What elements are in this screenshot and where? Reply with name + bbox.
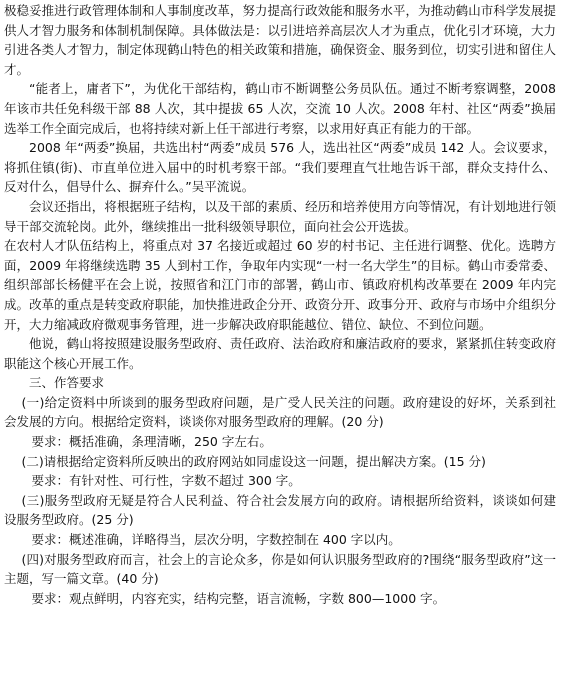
section-heading-requirements: 三、作答要求 xyxy=(29,375,105,391)
question-2: (二)请根据给定资料所反映出的政府网站如同虚设这一问题，提出解决方案。(15 分) xyxy=(21,453,486,469)
question-1: (一)给定资料中所谈到的服务型政府问题，是广受人民关注的问题。政府建设的好坏，关系到社会发展的方向。根据给定资料，谈谈你对服务型政府的理解。(20 分) xyxy=(4,394,556,430)
question-4: (四)对服务型政府而言，社会上的言论众多，你是如何认识服务型政府的?围绕“服务型政府”这一主题，写一篇文章。(40 分) xyxy=(4,551,556,587)
paragraph-rotation: 会议还指出，将根据班子结构，以及干部的素质、经历和培养使用方向等情况，有计划地进行领导干部交流轮岗。此外，继续推出一批科级领导职位，面向社会公开选拔。 xyxy=(4,198,556,234)
question-2-requirement: 要求：有针对性、可行性，字数不超过 300 字。 xyxy=(31,473,301,489)
paragraph-two-committees: 2008 年“两委”换届，共选出村“两委”成员 576 人，选出社区“两委”成员 142 人。会议要求，将抓住镇(街)、市直单位进入届中的时机考察干部。“我们要理直气壮地告诉干部，群众支持什么、反对什么，倡导什么、摒弃什么。”吴平流说。 xyxy=(4,140,556,195)
question-4-requirement: 要求：观点鲜明，内容充实，结构完整，语言流畅，字数 800—1000 字。 xyxy=(31,590,446,606)
paragraph-talent-policy: 极稳妥推进行政管理体制和人事制度改革，努力提高行政效能和服务水平，为推动鹤山市科学发展提供人才智力服务和体制机制保障。具体做法是：以引进培养高层次人才为重点，优化引才环境，大力引进各类人才智力，制定体现鹤山特色的相关政策和措施，确保资金、服务到位，切实引进和留住人才。 xyxy=(4,3,556,77)
paragraph-rural-reform: 在农村人才队伍结构上，将重点对 37 名接近或超过 60 岁的村书记、主任进行调整、优化。选聘方面，2009 年将继续选聘 35 人到村工作，争取年内实现“一村一名大学生”的目标。鹤山市委常委、组织部部长杨健平在会上说，按照省和江门市的部署，鹤山市、镇政府机构改革要在 2009 年内完成。改革的重点是转变政府职能，加快推进政企分开、政资分开、政事分开、政府与市场中介组织分开，大力缩减政府微观事务管理，进一步解决政府职能越位、错位、缺位、不到位问题。 xyxy=(4,238,556,332)
paragraph-cadre-adjustment: “能者上，庸者下”，为优化干部结构，鹤山市不断调整公务员队伍。通过不断考察调整，2008 年该市共任免科级干部 88 人次，其中提拔 65 人次，交流 10 人次。2008 年村、社区“两委”换届选举工作全面完成后，也将持续对新上任干部进行考察，以求用好真正有能力的干部。 xyxy=(4,81,556,136)
question-3-requirement: 要求：概述准确，详略得当，层次分明，字数控制在 400 字以内。 xyxy=(31,532,401,548)
paragraph-service-government: 他说，鹤山将按照建设服务型政府、责任政府、法治政府和廉洁政府的要求，紧紧抓住转变政府职能这个核心开展工作。 xyxy=(4,336,556,371)
question-1-requirement: 要求：概括准确，条理清晰，250 字左右。 xyxy=(31,434,272,450)
question-3: (三)服务型政府无疑是符合人民利益、符合社会发展方向的政府。请根据所给资料，谈谈如何建设服务型政府。(25 分) xyxy=(4,492,556,528)
